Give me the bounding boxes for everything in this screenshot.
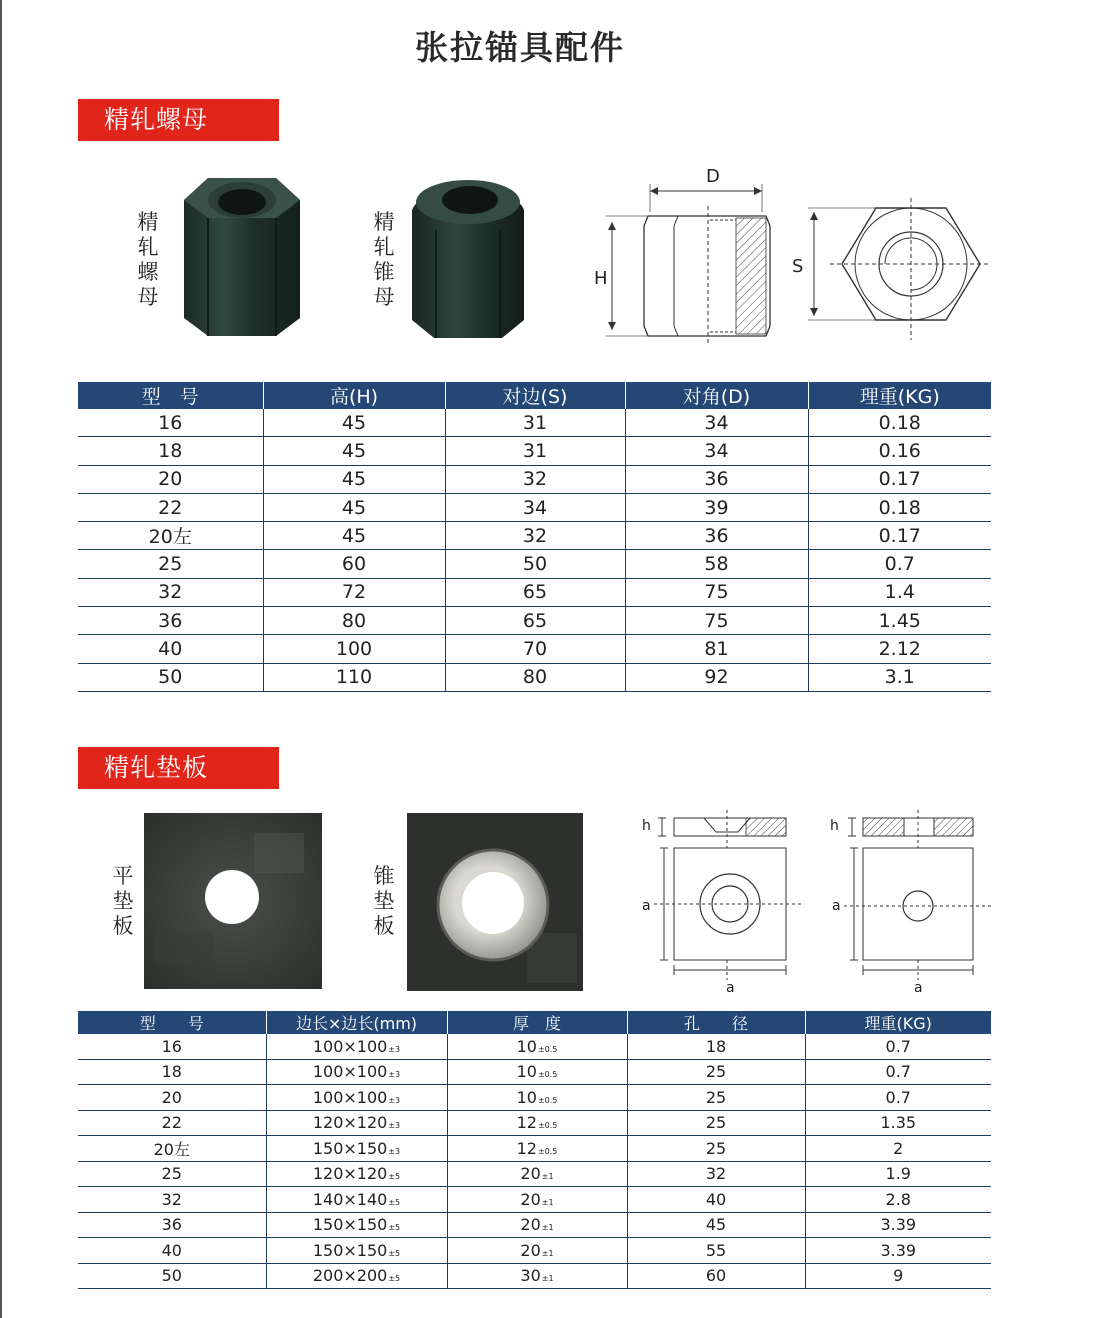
table-cell (447, 1110, 627, 1136)
cell-value: 0.7 (885, 1036, 911, 1056)
cell-value: 16 (161, 1036, 182, 1056)
cone-nut-photo (404, 170, 532, 342)
cell-value: 100×100 (312, 1036, 388, 1056)
cell-value: 32 (161, 1189, 182, 1209)
hex-nut-photo (178, 170, 306, 340)
cell-value: 20 (520, 1215, 541, 1235)
cell-value: 18 (705, 1036, 727, 1056)
cell-value: 1.35 (880, 1113, 917, 1133)
table-cell: 18 (78, 437, 263, 465)
table-row (78, 550, 991, 578)
table-cell (627, 1212, 805, 1238)
table-cell (627, 1263, 805, 1289)
col-header-model: 型 号 (78, 1011, 266, 1034)
cell-value: 25 (705, 1113, 727, 1133)
table-cell (78, 1263, 266, 1289)
table-cell: 40 (78, 635, 263, 663)
table-cell (627, 1161, 805, 1187)
tolerance-value: ±3 (388, 1146, 401, 1156)
table-row (78, 437, 991, 465)
label-char: 板 (373, 914, 395, 938)
tolerance-value: ±0.5 (537, 1070, 558, 1080)
table-cell: 0.16 (808, 437, 991, 465)
cell-value: 20 (520, 1240, 541, 1260)
table-cell (447, 1161, 627, 1187)
cell-value: 100×100 (312, 1087, 388, 1107)
nut-side-diagram (590, 160, 790, 350)
page-title: 张拉锚具配件 (415, 28, 625, 67)
col-header-size: 边长×边长(mm) (266, 1011, 447, 1034)
table-cell (805, 1059, 991, 1085)
label-char: 螺 (137, 260, 159, 284)
col-header-thickness: 厚 度 (447, 1011, 627, 1034)
table-row (78, 578, 991, 606)
table-cell: 20左 (78, 522, 263, 550)
table-cell (805, 1034, 991, 1059)
dim-label-a-left: a (832, 898, 841, 914)
table-cell: 75 (625, 578, 808, 606)
table-cell (78, 1059, 266, 1085)
table-cell: 60 (263, 550, 445, 578)
table-cell: 22 (78, 493, 263, 521)
table-cell (78, 1212, 266, 1238)
table-cell (447, 1059, 627, 1085)
table-row (78, 522, 991, 550)
table-cell (805, 1187, 991, 1213)
cell-value: 18 (161, 1062, 182, 1082)
table-cell: 20 (78, 465, 263, 493)
table-cell (447, 1263, 627, 1289)
cell-value: 2.8 (885, 1189, 911, 1209)
dim-label-s: S (792, 256, 804, 277)
cell-value: 0.7 (885, 1087, 911, 1107)
table-cell: 50 (78, 663, 263, 691)
cell-value: 20左 (153, 1139, 190, 1159)
table-cell: 0.18 (808, 493, 991, 521)
table-cell (627, 1110, 805, 1136)
tolerance-value: ±0.5 (537, 1146, 558, 1156)
table-cell: 80 (263, 607, 445, 635)
label-char: 轧 (137, 235, 159, 259)
label-char: 轧 (373, 235, 395, 259)
table-row (78, 1161, 991, 1187)
table-cell: 1.4 (808, 578, 991, 606)
cell-value: 10 (516, 1087, 537, 1107)
table-cell: 75 (625, 607, 808, 635)
table-cell (266, 1085, 447, 1111)
dim-label-a-bottom: a (726, 980, 735, 995)
table-row (78, 663, 991, 691)
table-cell (447, 1034, 627, 1059)
nut-photo1-label (135, 210, 161, 310)
table-cell (447, 1212, 627, 1238)
tolerance-value: ±0.5 (537, 1044, 558, 1054)
table-cell (266, 1161, 447, 1187)
dim-label-h-small: h (642, 818, 651, 834)
cell-value: 36 (161, 1215, 182, 1235)
label-char: 垫 (112, 889, 134, 913)
tolerance-value: ±1 (541, 1223, 554, 1233)
table-row (78, 465, 991, 493)
plate-spec-table (78, 1011, 991, 1289)
dim-label-h: H (594, 268, 608, 289)
table-row (78, 607, 991, 635)
cone-plate-diagram (638, 810, 808, 995)
flat-plate-diagram (826, 810, 998, 995)
cell-value: 20 (520, 1164, 541, 1184)
table-cell (627, 1085, 805, 1111)
dim-label-h-small: h (830, 818, 839, 834)
cell-value: 22 (161, 1113, 182, 1133)
col-header-flats: 对边(S) (445, 382, 625, 409)
table-row (78, 493, 991, 521)
table-cell: 31 (445, 409, 625, 437)
table-row (78, 1238, 991, 1264)
table-row (78, 1059, 991, 1085)
cell-value: 25 (705, 1062, 727, 1082)
dim-label-a-left: a (642, 898, 651, 914)
cell-value: 3.39 (880, 1215, 917, 1235)
cell-value: 40 (705, 1189, 727, 1209)
table-cell: 1.45 (808, 607, 991, 635)
table-cell (266, 1034, 447, 1059)
cell-value: 12 (516, 1138, 537, 1158)
table-cell: 32 (445, 465, 625, 493)
table-cell (627, 1136, 805, 1162)
cell-value: 32 (705, 1164, 727, 1184)
table-cell: 39 (625, 493, 808, 521)
table-row (78, 635, 991, 663)
cell-value: 25 (161, 1164, 182, 1184)
col-header-model: 型 号 (78, 382, 263, 409)
table-cell: 65 (445, 607, 625, 635)
col-header-weight: 理重(KG) (805, 1011, 991, 1034)
dim-label-d: D (706, 166, 720, 187)
table-cell (627, 1034, 805, 1059)
tolerance-value: ±0.5 (537, 1121, 558, 1131)
table-cell: 25 (78, 550, 263, 578)
cell-value: 120×120 (312, 1113, 388, 1133)
table-cell: 34 (445, 493, 625, 521)
table-cell (78, 1034, 266, 1059)
col-header-hole: 孔 径 (627, 1011, 805, 1034)
table-cell (266, 1263, 447, 1289)
table-header-row (78, 382, 991, 409)
table-cell (805, 1136, 991, 1162)
cell-value: 20 (161, 1087, 182, 1107)
table-cell (266, 1238, 447, 1264)
table-cell (627, 1059, 805, 1085)
tolerance-value: ±5 (388, 1172, 401, 1182)
table-cell (266, 1059, 447, 1085)
table-cell: 45 (263, 522, 445, 550)
nut-section-header: 精轧螺母 (78, 99, 279, 141)
table-cell (266, 1187, 447, 1213)
label-char: 锥 (373, 864, 395, 888)
table-cell (805, 1161, 991, 1187)
table-cell: 81 (625, 635, 808, 663)
tolerance-value: ±3 (388, 1095, 401, 1105)
label-char: 平 (112, 864, 134, 888)
tolerance-value: ±5 (388, 1248, 401, 1258)
cell-value: 200×200 (312, 1266, 388, 1286)
dim-label-a-bottom: a (914, 980, 923, 995)
tolerance-value: ±1 (541, 1248, 554, 1258)
tolerance-value: ±3 (388, 1121, 401, 1131)
table-cell: 36 (625, 522, 808, 550)
table-cell: 36 (625, 465, 808, 493)
col-header-weight: 理重(KG) (808, 382, 991, 409)
table-cell: 2.12 (808, 635, 991, 663)
table-cell: 34 (625, 437, 808, 465)
plate-photo2-label (371, 864, 397, 939)
table-cell: 16 (78, 409, 263, 437)
table-cell (78, 1161, 266, 1187)
table-cell: 58 (625, 550, 808, 578)
label-char: 板 (112, 914, 134, 938)
table-cell (627, 1238, 805, 1264)
col-header-height: 高(H) (263, 382, 445, 409)
cell-value: 2 (893, 1138, 904, 1158)
label-char: 精 (137, 210, 159, 234)
table-cell: 80 (445, 663, 625, 691)
table-cell (78, 1110, 266, 1136)
tolerance-value: ±0.5 (537, 1095, 558, 1105)
table-cell: 0.17 (808, 522, 991, 550)
table-header-row (78, 1011, 991, 1034)
cell-value: 9 (893, 1266, 904, 1286)
flat-plate-photo (144, 813, 322, 989)
table-row (78, 1212, 991, 1238)
table-cell (266, 1136, 447, 1162)
tolerance-value: ±1 (541, 1172, 554, 1182)
cell-value: 150×150 (312, 1240, 388, 1260)
cell-value: 10 (516, 1062, 537, 1082)
tolerance-value: ±5 (388, 1274, 401, 1284)
tolerance-value: ±3 (388, 1044, 401, 1054)
nut-top-diagram (790, 198, 1000, 348)
page-edge (0, 0, 2, 1318)
cell-value: 120×120 (312, 1164, 388, 1184)
table-cell (78, 1187, 266, 1213)
cell-value: 25 (705, 1087, 727, 1107)
cell-value: 55 (705, 1240, 727, 1260)
table-cell: 50 (445, 550, 625, 578)
table-cell: 34 (625, 409, 808, 437)
label-char: 母 (137, 285, 159, 309)
table-cell (447, 1238, 627, 1264)
table-cell: 45 (263, 437, 445, 465)
cell-value: 10 (516, 1036, 537, 1056)
table-cell: 45 (263, 409, 445, 437)
table-cell (805, 1238, 991, 1264)
table-cell (805, 1263, 991, 1289)
tolerance-value: ±1 (541, 1197, 554, 1207)
table-row (78, 409, 991, 437)
cell-value: 12 (516, 1113, 537, 1133)
cell-value: 0.7 (885, 1062, 911, 1082)
label-char: 锥 (373, 260, 395, 284)
table-cell: 3.1 (808, 663, 991, 691)
table-cell (447, 1136, 627, 1162)
cell-value: 40 (161, 1240, 182, 1260)
tolerance-value: ±1 (541, 1274, 554, 1284)
table-cell (805, 1085, 991, 1111)
tolerance-value: ±5 (388, 1223, 401, 1233)
table-cell (78, 1085, 266, 1111)
cell-value: 20 (520, 1189, 541, 1209)
table-cell: 31 (445, 437, 625, 465)
table-cell: 65 (445, 578, 625, 606)
table-cell: 110 (263, 663, 445, 691)
table-cell: 32 (445, 522, 625, 550)
cell-value: 1.9 (885, 1164, 911, 1184)
label-char: 垫 (373, 889, 395, 913)
cell-value: 150×150 (312, 1215, 388, 1235)
table-cell (78, 1238, 266, 1264)
table-cell (78, 1136, 266, 1162)
table-cell: 70 (445, 635, 625, 663)
plate-section-header: 精轧垫板 (78, 747, 279, 789)
tolerance-value: ±3 (388, 1070, 401, 1080)
cell-value: 3.39 (880, 1240, 917, 1260)
cell-value: 60 (705, 1266, 727, 1286)
table-row (78, 1110, 991, 1136)
tolerance-value: ±5 (388, 1197, 401, 1207)
table-cell (447, 1187, 627, 1213)
cell-value: 25 (705, 1138, 727, 1158)
table-row (78, 1263, 991, 1289)
cell-value: 30 (520, 1266, 541, 1286)
nut-spec-table (78, 382, 991, 692)
plate-photo1-label (110, 864, 136, 939)
table-row (78, 1034, 991, 1059)
table-row (78, 1187, 991, 1213)
table-cell (805, 1110, 991, 1136)
nut-photo2-label (371, 210, 397, 310)
table-row (78, 1136, 991, 1162)
label-char: 母 (373, 285, 395, 309)
cone-plate-photo (407, 813, 583, 991)
cell-value: 100×100 (312, 1062, 388, 1082)
table-cell (805, 1212, 991, 1238)
cell-value: 45 (705, 1215, 727, 1235)
table-cell: 0.18 (808, 409, 991, 437)
table-cell: 32 (78, 578, 263, 606)
label-char: 精 (373, 210, 395, 234)
table-cell: 45 (263, 465, 445, 493)
table-cell: 0.17 (808, 465, 991, 493)
table-row (78, 1085, 991, 1111)
table-cell (627, 1187, 805, 1213)
table-cell: 36 (78, 607, 263, 635)
cell-value: 140×140 (312, 1189, 388, 1209)
table-cell: 92 (625, 663, 808, 691)
table-cell: 0.7 (808, 550, 991, 578)
col-header-corners: 对角(D) (625, 382, 808, 409)
table-cell: 72 (263, 578, 445, 606)
table-cell (266, 1110, 447, 1136)
table-cell (447, 1085, 627, 1111)
table-cell: 100 (263, 635, 445, 663)
table-cell (266, 1212, 447, 1238)
cell-value: 150×150 (312, 1138, 388, 1158)
table-cell: 45 (263, 493, 445, 521)
cell-value: 50 (161, 1266, 182, 1286)
